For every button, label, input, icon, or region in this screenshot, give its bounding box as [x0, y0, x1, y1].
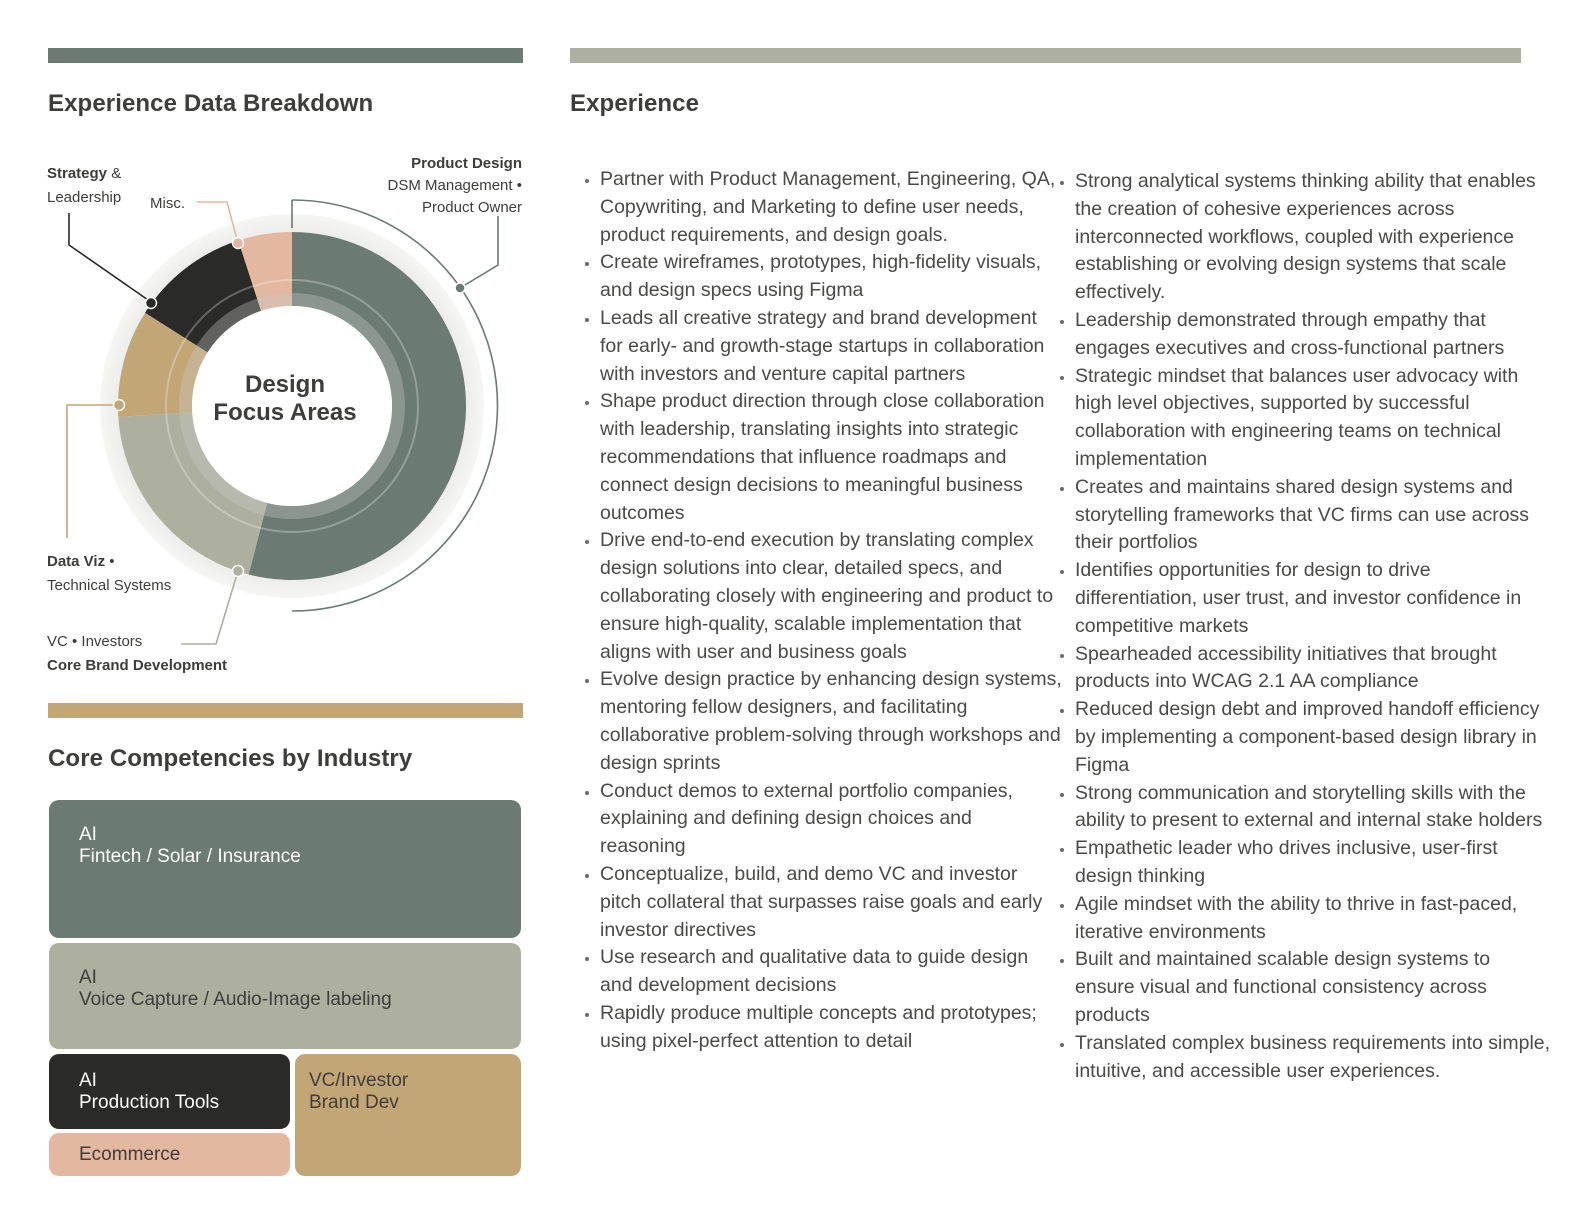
experience-list-item: • Strong analytical systems thinking ability that enables the creation of cohesive experiences across interconnected workflows, coupled with experience establishing or evolving design systems that scale effectively. [1075, 168, 1555, 307]
experience-list-item: • Creates and maintains shared design systems and storytelling frameworks that VC firms can use across their portfolios [1075, 474, 1555, 557]
experience-list-item: • Create wireframes, prototypes, high-fidelity visuals, and design specs using Figma [600, 249, 1062, 305]
label-strategy-line2: Leadership [47, 189, 122, 206]
label-strategy [47, 165, 121, 182]
experience-list-item: • Built and maintained scalable design systems to ensure visual and functional consistency across products [1075, 946, 1555, 1029]
dot-product [455, 283, 465, 293]
experience-list-item: • Strong communication and storytelling skills with the ability to present to external and internal stake holders [1075, 780, 1555, 836]
experience-list-item: • Partner with Product Management, Engineering, QA, Copywriting, and Marketing to define user needs, product requirements, and design goals. [600, 166, 1062, 249]
competencies-accent-bar [48, 703, 523, 718]
competency-ai-voice-line1: AI [79, 967, 97, 988]
experience-list-item: • Shape product direction through close collaboration with leadership, translating insights into strategic recommendations that influence roadmaps and connect design decisions to meaningful business outcomes [600, 388, 1062, 527]
dot-dataviz [114, 400, 125, 411]
experience-list-item: • Drive end-to-end execution by translating complex design solutions into clear, detailed specs, and collaborating closely with engineering and product to ensure high-quality, scalable implementation that aligns with user and business goals [600, 527, 1062, 666]
experience-list-right [1045, 168, 1555, 1085]
experience-list-item: • Reduced design debt and improved handoff efficiency by implementing a component-based design library in Figma [1075, 696, 1555, 779]
experience-list-item: • Leads all creative strategy and brand development for early- and growth-stage startups in collaboration with investors and venture capital partners [600, 305, 1062, 388]
competency-ai-production-line2: Production Tools [79, 1092, 220, 1113]
competency-ai-production-line1: AI [79, 1070, 97, 1091]
label-vc-line1: VC • Investors [47, 633, 143, 650]
label-dataviz [47, 553, 115, 570]
experience-list-item: • Conceptualize, build, and demo VC and investor pitch collateral that surpasses raise goals and early investor directives [600, 861, 1062, 944]
competency-ai-voice [49, 943, 521, 1049]
label-product-line2: DSM Management • [387, 177, 522, 194]
center-label-line2: Focus Areas [213, 399, 357, 426]
label-dataviz-line2: Technical Systems [47, 577, 172, 594]
dot-misc [233, 238, 244, 249]
competency-ai-fintech-line1: AI [79, 824, 97, 845]
competency-ecommerce [49, 1133, 290, 1176]
dot-strategy [146, 298, 157, 309]
center-label-line1: Design [244, 371, 326, 398]
experience-list-left [570, 166, 1062, 1056]
competency-vc-line1: VC/Investor [309, 1070, 409, 1091]
label-dataviz-bold: Data Viz [47, 553, 106, 570]
competencies-title: Core Competencies by Industry [48, 745, 413, 772]
experience-list-item: • Conduct demos to external portfolio companies, explaining and defining design choices and reasoning [600, 778, 1062, 861]
experience-list-item: • Translated complex business requirements into simple, intuitive, and accessible user experiences. [1075, 1030, 1555, 1086]
experience-list-item: • Evolve design practice by enhancing design systems, mentoring fellow designers, and facilitating collaborative problem-solving through workshops and design sprints [600, 666, 1062, 777]
leader-line-product [460, 216, 498, 288]
breakdown-title: Experience Data Breakdown [48, 90, 374, 117]
label-misc: Misc. [150, 195, 185, 212]
leader-line-strategy [69, 213, 151, 302]
experience-list-item: • Use research and qualitative data to guide design and development decisions [600, 944, 1062, 1000]
experience-list-item: • Leadership demonstrated through empathy that engages executives and cross-functional partners [1075, 307, 1555, 363]
experience-list-item: • Strategic mindset that balances user advocacy with high level objectives, supported by successful collaboration with engineering teams on technical implementation [1075, 363, 1555, 474]
competency-ai-production [49, 1054, 290, 1129]
left-accent-bar [48, 48, 523, 63]
competency-vc-investor [295, 1054, 521, 1176]
label-strategy-bold: Strategy [47, 165, 108, 182]
design-focus-donut-chart [40, 150, 540, 690]
competency-ai-fintech [49, 800, 521, 938]
label-product-line3: Product Owner [421, 199, 522, 216]
competency-ai-fintech-line2: Fintech / Solar / Insurance [79, 846, 301, 867]
experience-list-item: • Rapidly produce multiple concepts and prototypes; using pixel-perfect attention to detail [600, 1000, 1062, 1056]
label-strategy-rest: & [107, 165, 122, 182]
experience-list-item: • Empathetic leader who drives inclusive, user-first design thinking [1075, 835, 1555, 891]
experience-list-item: • Agile mindset with the ability to thrive in fast-paced, iterative environments [1075, 891, 1555, 947]
competency-vc-line2: Brand Dev [309, 1092, 399, 1113]
experience-title: Experience [570, 90, 700, 117]
label-vc-bold: Core Brand Development [47, 657, 228, 674]
label-product-bold: Product Design [411, 155, 522, 172]
label-dataviz-rest: • [105, 553, 115, 570]
right-accent-bar [570, 48, 1521, 63]
competency-ai-voice-line2: Voice Capture / Audio-Image labeling [79, 989, 392, 1010]
experience-list-item: • Spearheaded accessibility initiatives that brought products into WCAG 2.1 AA compliance [1075, 641, 1555, 697]
experience-list-item: • Identifies opportunities for design to drive differentiation, user trust, and investor confidence in competitive markets [1075, 557, 1555, 640]
dot-vc [233, 566, 244, 577]
competency-ecommerce-line1: Ecommerce [79, 1144, 181, 1165]
